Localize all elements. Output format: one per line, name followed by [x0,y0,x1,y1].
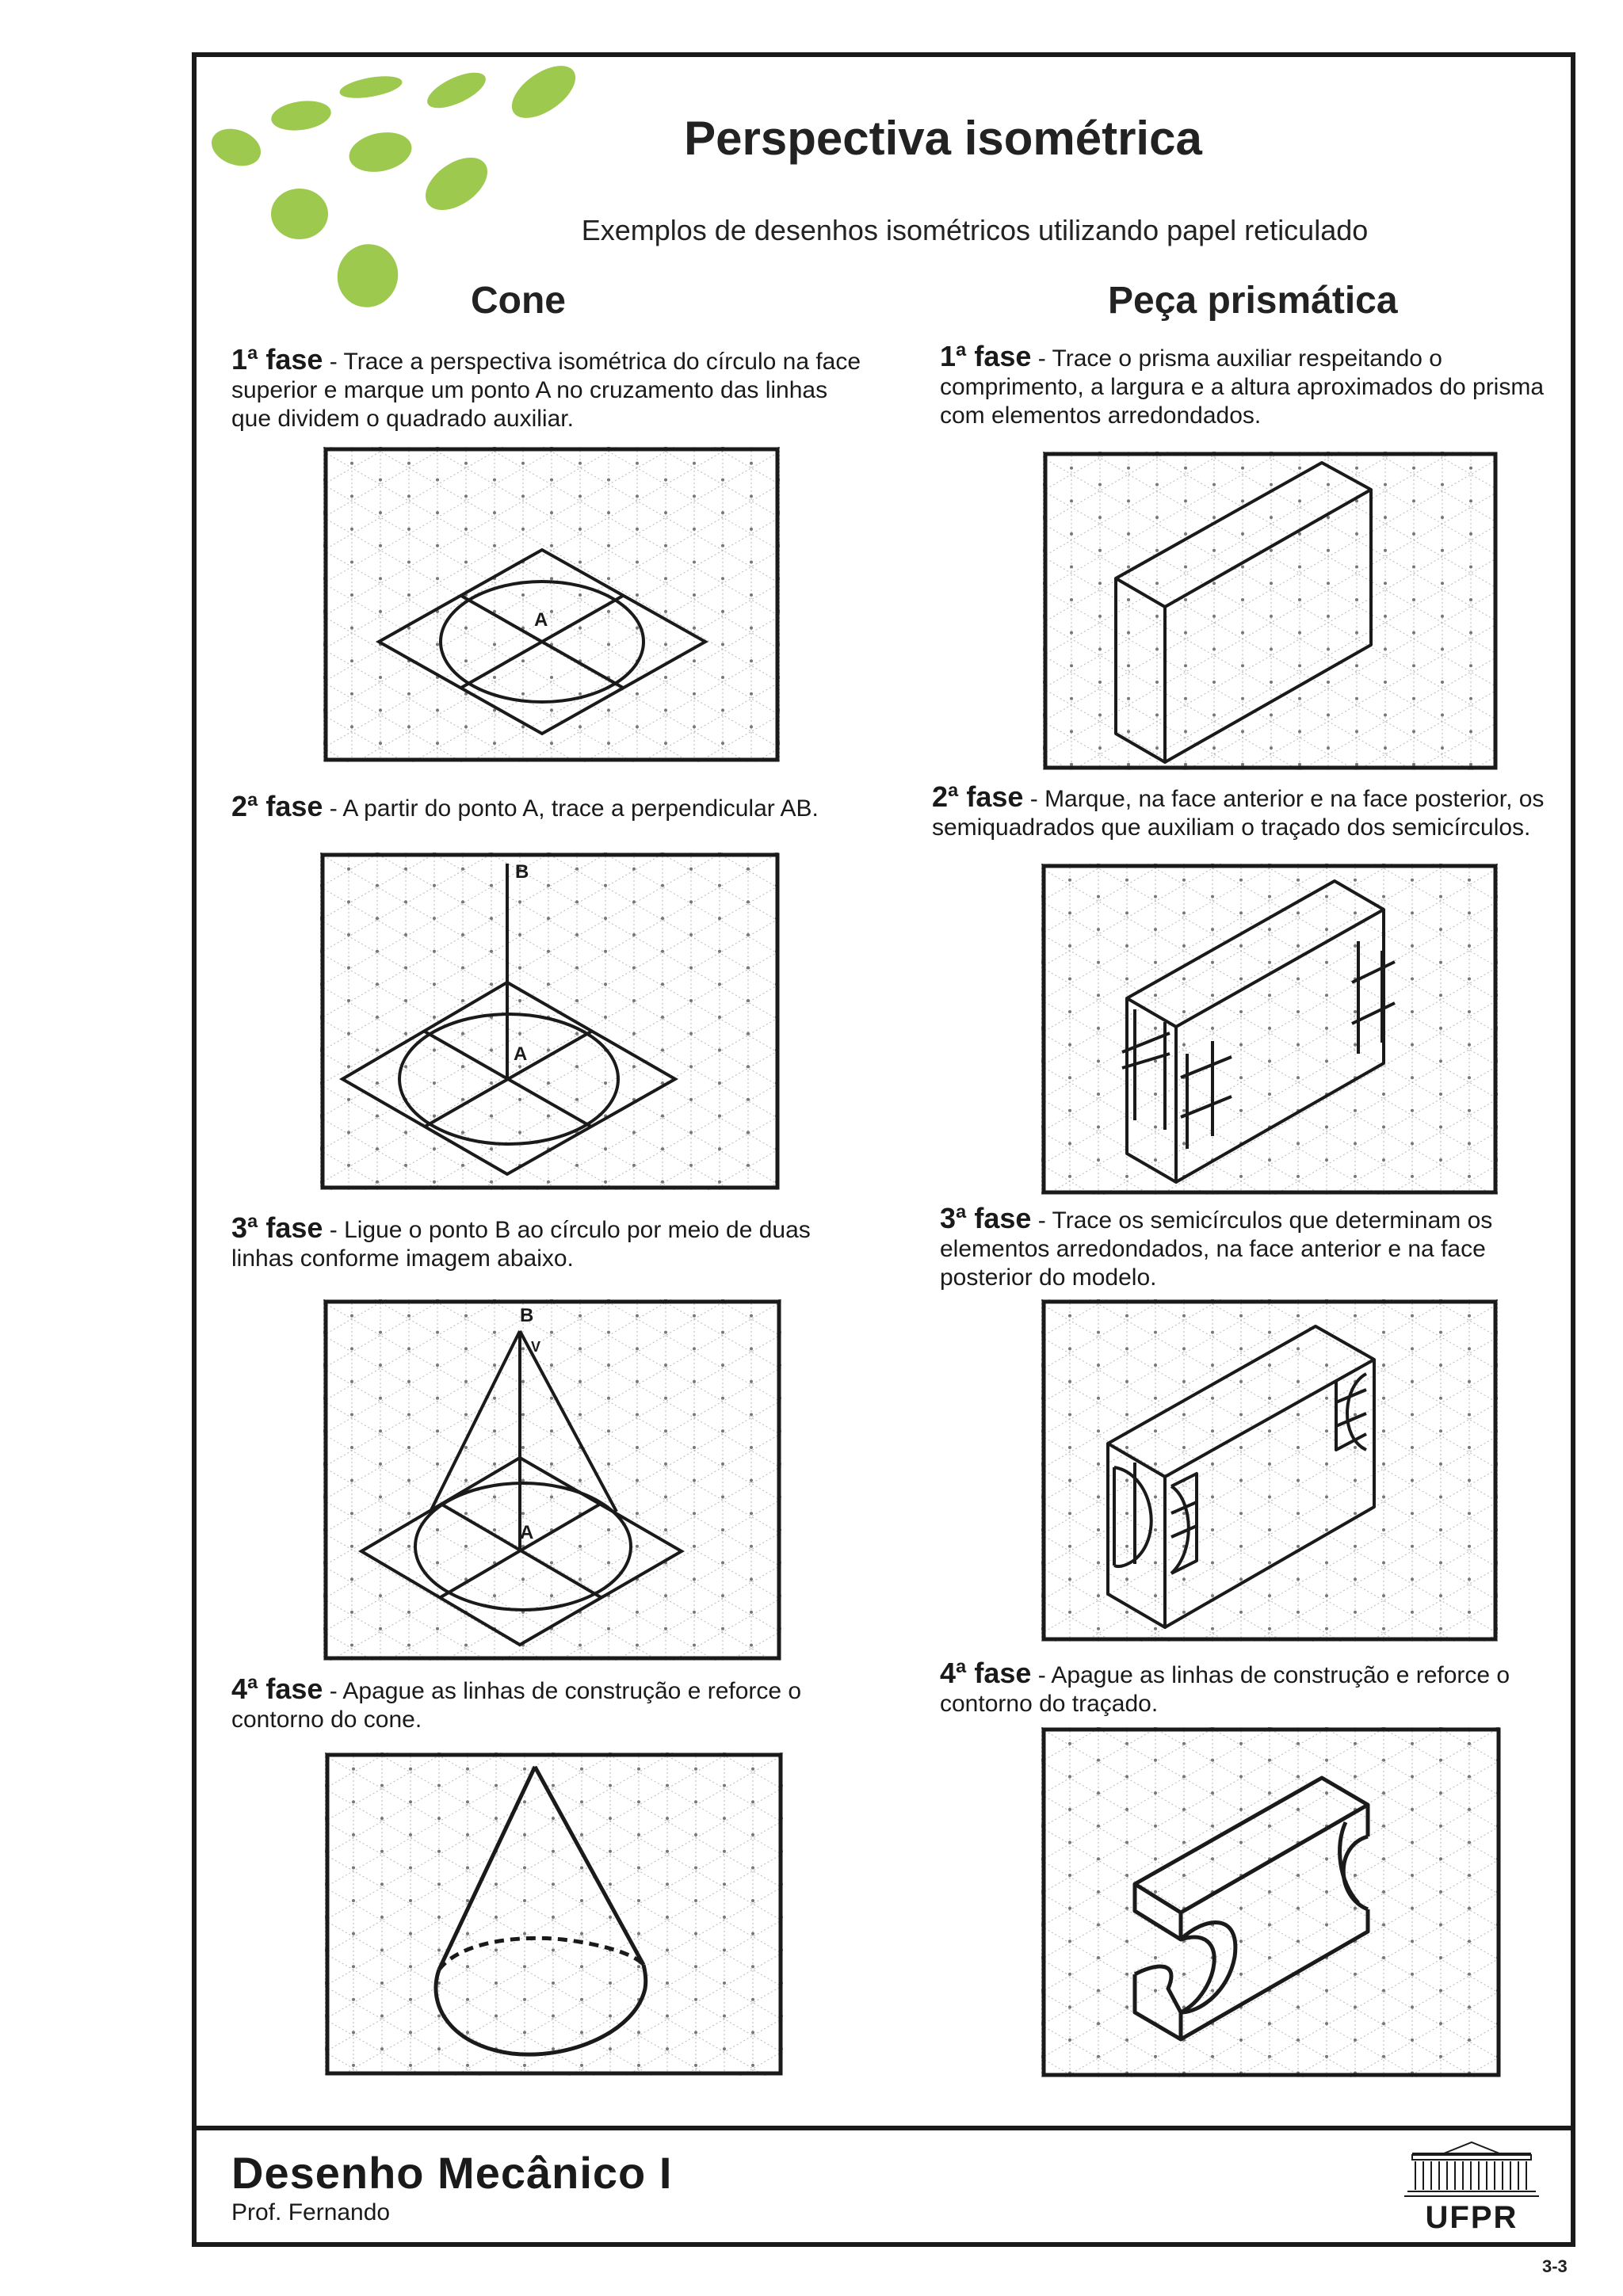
prism-step-3-desc: - Trace os semicírculos que determinam os elementos arredondados, na face anterior e na face posterior do modelo. [940,1207,1493,1291]
prism-step-2-phase: 2ª fase [932,780,1024,813]
footer-divider [192,2126,1575,2130]
cone-step-2-desc: - A partir do ponto A, trace a perpendicular AB. [323,795,819,822]
prism-column-title: Peça prismática [1108,280,1398,322]
prism-phase-2-svg [1041,864,1498,1195]
cone-phase-4-svg [325,1753,783,2076]
cone-step-4-phase: 4ª fase [231,1672,323,1705]
point-a-label: A [520,1522,534,1543]
ufpr-logo-text: UFPR [1425,2200,1518,2233]
prism-step-1-phase: 1ª fase [940,340,1032,372]
ufpr-logo [1396,2139,1547,2233]
page-title: Perspectiva isométrica [684,112,1202,165]
prism-phase-1-drawing [1043,452,1498,770]
cone-step-2-phase: 2ª fase [231,790,323,822]
prism-phase-1-svg [1043,452,1498,770]
cone-step-3-desc: - Ligue o ponto B ao círculo por meio de duas linhas conforme imagem abaixo. [231,1217,811,1272]
cone-step-2-text [231,792,889,823]
cone-step-3-phase: 3ª fase [231,1211,323,1244]
cone-phase-1-grid [323,447,780,762]
prism-step-3-text [940,1204,1558,1292]
course-title: Desenho Mecânico I [231,2148,673,2198]
prism-step-2-text [932,780,1572,842]
cone-phase-3-drawing [323,1299,781,1661]
prism-phase-4-svg [1041,1727,1501,2077]
point-b-label: B [515,861,529,883]
prism-step-4-desc: - Apague as linhas de construção e reforce o contorno do traçado. [940,1662,1510,1717]
cone-step-4-text [231,1672,865,1734]
cone-column-title: Cone [471,280,566,322]
prism-step-1-desc: - Trace o prisma auxiliar respeitando o comprimento, a largura e a altura aproximados do prisma com elementos arredondados. [940,345,1545,429]
cone-step-4-desc: - Apague as linhas de construção e reforce o contorno do cone. [231,1678,802,1733]
cone-step-1-desc: - Trace a perspectiva isométrica do círculo na face superior e marque um ponto A no cruzamento das linhas que dividem o quadrado auxiliar. [231,349,861,432]
professor-name: Prof. Fernando [231,2199,391,2225]
cone-phase-2-svg [320,852,780,1190]
cone-phase-2-drawing [320,852,780,1190]
prism-phase-4-drawing [1041,1727,1501,2077]
cone-phase-1-svg [323,447,780,762]
prism-phase-1-grid [1043,452,1498,770]
vertex-label: V [531,1339,541,1355]
prism-phase-3-drawing [1041,1299,1498,1642]
prism-step-4-text [940,1659,1558,1718]
prism-phase-2-drawing [1041,864,1498,1195]
point-b-label: B [520,1305,534,1326]
point-a-label: A [514,1043,528,1065]
cone-step-3-text [231,1211,865,1273]
prism-step-3-phase: 3ª fase [940,1202,1032,1234]
point-a-label: A [534,609,548,631]
prism-phase-4-grid [1041,1727,1501,2077]
cone-step-1-text [231,345,865,433]
cone-phase-3-svg [323,1299,781,1661]
prism-phase-2-grid [1041,864,1498,1195]
prism-step-4-phase: 4ª fase [940,1657,1032,1689]
cone-phase-4-drawing [325,1753,783,2076]
prism-step-1-text [940,342,1558,430]
page-number: 3-3 [1542,2256,1568,2276]
cone-step-1-phase: 1ª fase [231,343,323,376]
page-subtitle: Exemplos de desenhos isométricos utilizando papel reticulado [581,214,1369,246]
prism-phase-3-svg [1041,1299,1498,1642]
cone-phase-1-drawing [323,447,780,762]
prism-step-2-desc: - Marque, na face anterior e na face posterior, os semiquadrados que auxiliam o traçado dos semicírculos. [932,786,1545,841]
